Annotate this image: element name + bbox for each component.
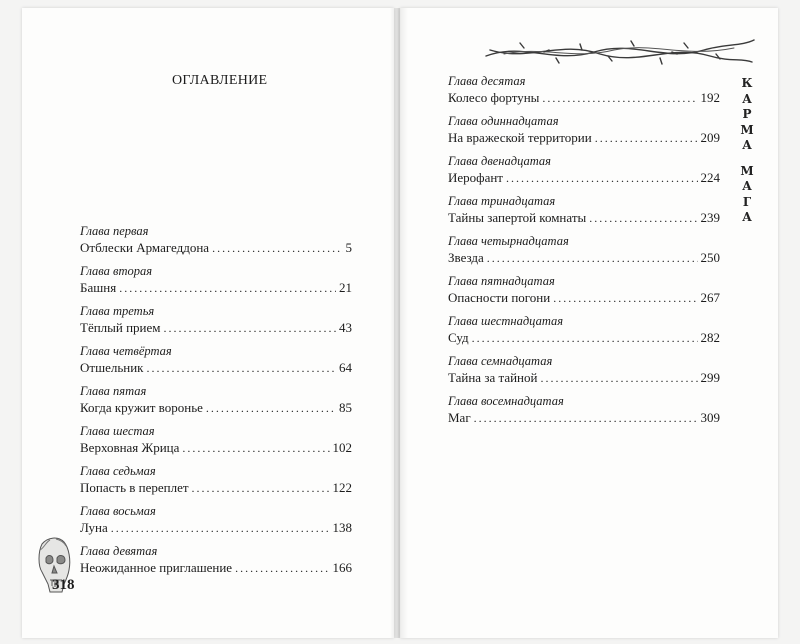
toc-entry[interactable] xyxy=(80,424,352,457)
toc-line xyxy=(448,169,720,187)
page-ref: 122 xyxy=(332,480,352,495)
toc-line xyxy=(80,359,352,377)
dot-leader xyxy=(474,409,698,427)
page-ref: 192 xyxy=(700,90,720,105)
toc-line xyxy=(448,409,720,427)
dot-leader xyxy=(147,359,337,377)
toc-line xyxy=(448,209,720,227)
running-title-letter: Р xyxy=(742,107,752,121)
toc-line xyxy=(80,239,352,257)
chapter-title: Маг xyxy=(448,410,471,425)
page-ref: 267 xyxy=(700,290,720,305)
toc-line xyxy=(448,249,720,267)
toc-line xyxy=(448,369,720,387)
chapter-title: Луна xyxy=(80,520,108,535)
running-title-letter: М xyxy=(740,163,754,178)
toc-line xyxy=(448,89,720,107)
dot-leader xyxy=(506,169,698,187)
toc-line xyxy=(80,519,352,537)
chapter-label: Глава четырнадцатая xyxy=(448,234,569,248)
chapter-title: Опасности погони xyxy=(448,290,551,305)
toc-entry[interactable] xyxy=(80,384,352,417)
dot-leader xyxy=(235,559,329,577)
page-number: 318 xyxy=(52,577,75,593)
page-ref: 85 xyxy=(339,400,352,415)
toc-heading: ОГЛАВЛЕНИЕ xyxy=(172,73,268,88)
chapter-label: Глава девятая xyxy=(80,544,158,558)
chapter-label: Глава двенадцатая xyxy=(448,154,551,168)
toc-entry[interactable] xyxy=(80,504,352,537)
toc-entry[interactable] xyxy=(80,344,352,377)
toc-line xyxy=(80,559,352,577)
book-gutter xyxy=(390,8,408,638)
running-title-letter: М xyxy=(740,122,754,137)
running-title-letter: К xyxy=(741,76,753,90)
chapter-label: Глава вторая xyxy=(80,264,153,278)
running-title xyxy=(740,76,754,226)
chapter-label: Глава первая xyxy=(80,224,149,238)
toc-entry[interactable] xyxy=(80,464,352,497)
page-ref: 239 xyxy=(700,210,720,225)
toc-line xyxy=(80,479,352,497)
dot-leader xyxy=(542,89,697,107)
page-ref: 43 xyxy=(339,320,352,335)
toc-line xyxy=(448,329,720,347)
toc-entry[interactable] xyxy=(448,74,720,107)
toc-entry[interactable] xyxy=(448,234,720,267)
chapter-title: Тёплый прием xyxy=(80,320,161,335)
page-ref: 309 xyxy=(700,410,720,425)
running-title-letter: Г xyxy=(742,194,752,209)
page-ref: 299 xyxy=(700,370,720,385)
dot-leader xyxy=(472,329,698,347)
dot-leader xyxy=(487,249,698,267)
chapter-title: Когда кружит воронье xyxy=(80,400,203,415)
page-ref: 224 xyxy=(700,170,720,185)
page-ref: 21 xyxy=(339,280,352,295)
dot-leader xyxy=(595,129,698,147)
page-ref: 5 xyxy=(345,240,352,255)
chapter-title: Тайны запертой комнаты xyxy=(448,210,587,225)
toc-entry[interactable] xyxy=(448,114,720,147)
chapter-label: Глава восьмая xyxy=(80,504,156,518)
toc-entry[interactable] xyxy=(80,264,352,297)
toc-entry[interactable] xyxy=(448,194,720,227)
dot-leader xyxy=(111,519,330,537)
chapter-title: Попасть в переплет xyxy=(80,480,189,495)
chapter-title: Неожиданное приглашение xyxy=(80,560,233,575)
toc-entry[interactable] xyxy=(448,394,720,427)
chapter-label: Глава десятая xyxy=(448,74,526,88)
dot-leader xyxy=(540,369,697,387)
chapter-title: Суд xyxy=(448,330,469,345)
chapter-label: Глава седьмая xyxy=(80,464,156,478)
dot-leader xyxy=(182,439,329,457)
toc-line xyxy=(80,439,352,457)
toc-line xyxy=(448,289,720,307)
page-ref: 166 xyxy=(332,560,352,575)
dot-leader xyxy=(212,239,342,257)
toc-entry[interactable] xyxy=(448,314,720,347)
chapter-label: Глава четвёртая xyxy=(80,344,172,358)
chapter-title: Отблески Армагеддона xyxy=(80,240,210,255)
toc-entry[interactable] xyxy=(80,304,352,337)
chapter-label: Глава одиннадцатая xyxy=(448,114,559,128)
chapter-label: Глава третья xyxy=(80,304,155,318)
thorn-vine-icon xyxy=(484,36,756,70)
chapter-label: Глава восемнадцатая xyxy=(448,394,564,408)
chapter-title: Колесо фортуны xyxy=(448,90,540,105)
toc-entry[interactable] xyxy=(80,224,352,257)
chapter-label: Глава семнадцатая xyxy=(448,354,553,368)
toc-entry[interactable] xyxy=(448,274,720,307)
chapter-title: Тайна за тайной xyxy=(448,370,538,385)
toc-line xyxy=(80,399,352,417)
chapter-title: Иерофант xyxy=(448,170,503,185)
chapter-label: Глава шестая xyxy=(80,424,155,438)
chapter-label: Глава тринадцатая xyxy=(448,194,556,208)
dot-leader xyxy=(553,289,697,307)
chapter-label: Глава пятнадцатая xyxy=(448,274,555,288)
chapter-title: Верховная Жрица xyxy=(80,440,180,455)
page-ref: 138 xyxy=(332,520,352,535)
dot-leader xyxy=(206,399,336,417)
running-title-letter: А xyxy=(742,138,752,152)
chapter-title: Звезда xyxy=(448,250,484,265)
chapter-label: Глава пятая xyxy=(80,384,147,398)
chapter-title: Башня xyxy=(80,280,117,295)
dot-leader xyxy=(119,279,336,297)
dot-leader xyxy=(164,319,336,337)
toc-entry[interactable] xyxy=(448,154,720,187)
page-ref: 209 xyxy=(700,130,720,145)
running-title-letter: А xyxy=(742,91,752,106)
chapter-title: Отшельник xyxy=(80,360,144,375)
page-ref: 64 xyxy=(339,360,352,375)
dot-leader xyxy=(192,479,330,497)
dot-leader xyxy=(589,209,697,227)
page-ref: 250 xyxy=(700,250,720,265)
toc-line xyxy=(80,279,352,297)
running-title-letter: А xyxy=(742,210,752,224)
page-ref: 282 xyxy=(700,330,720,345)
toc-entry[interactable] xyxy=(80,544,352,577)
toc-line xyxy=(80,319,352,337)
toc-entry[interactable] xyxy=(448,354,720,387)
toc-line xyxy=(448,129,720,147)
page-ref: 102 xyxy=(332,440,352,455)
chapter-title: На вражеской территории xyxy=(448,130,592,145)
running-title-letter: А xyxy=(742,179,752,193)
chapter-label: Глава шестнадцатая xyxy=(448,314,564,328)
